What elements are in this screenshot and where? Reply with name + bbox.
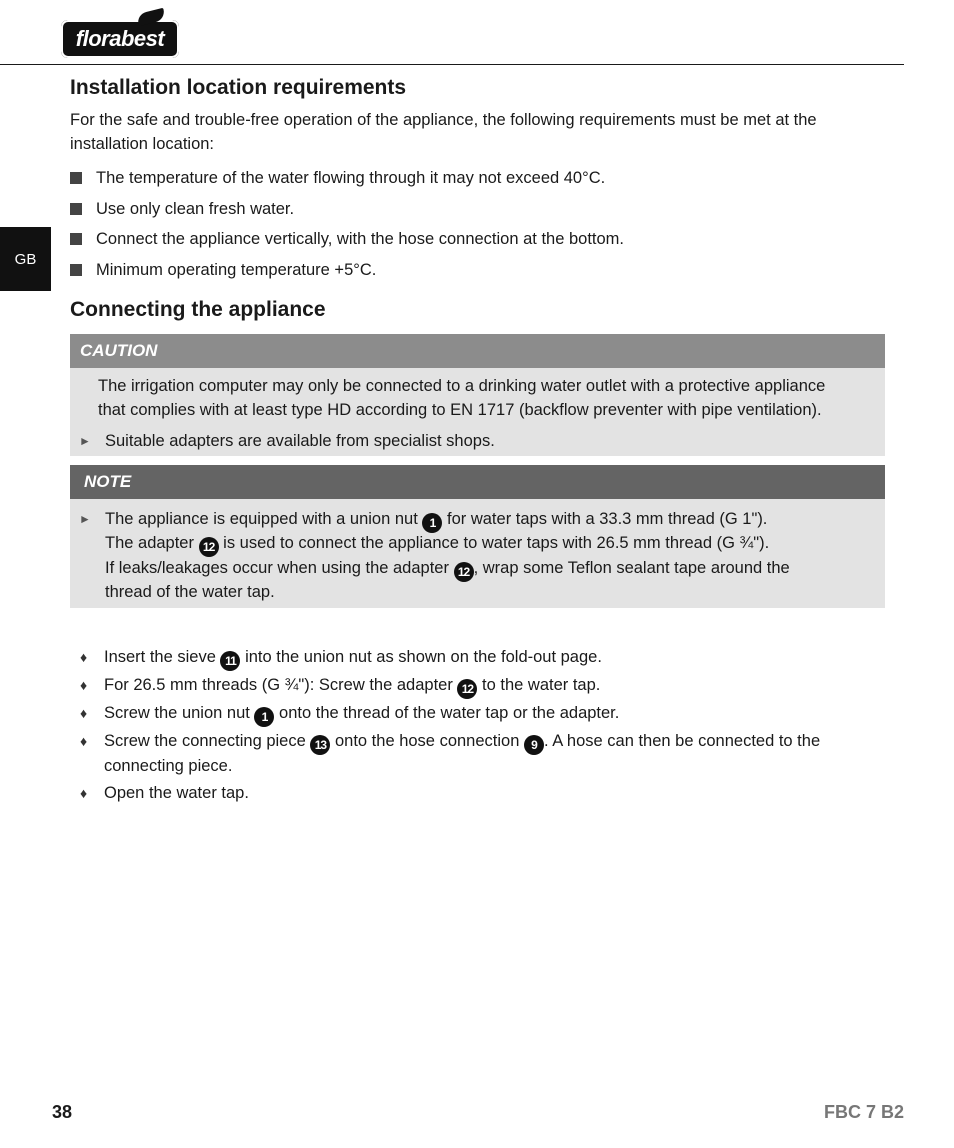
intro-line-2: installation location: — [70, 135, 215, 153]
step-continuation: connecting piece. — [104, 757, 233, 775]
arrow-icon: ► — [79, 434, 91, 448]
note-line-3: If leaks/leakages occur when using the adapter 12 , wrap some Teflon sealant tape around the — [105, 556, 790, 582]
ref-badge-sieve: 11 — [220, 651, 240, 671]
note-header: NOTE — [70, 465, 885, 499]
caution-arrow-text: Suitable adapters are available from specialist shops. — [105, 432, 495, 450]
arrow-icon: ► — [79, 512, 91, 526]
caution-header: CAUTION — [70, 334, 885, 368]
diamond-bullet-icon: ♦ — [80, 705, 88, 721]
ref-badge-adapter: 12 — [199, 537, 219, 557]
diamond-bullet-icon: ♦ — [80, 733, 88, 749]
leaf-icon — [136, 8, 166, 26]
list-item-text: Minimum operating temperature +5°C. — [96, 261, 377, 279]
ref-badge-adapter: 12 — [454, 562, 474, 582]
step-item: ♦ Open the water tap. — [80, 781, 249, 806]
note-line-2: The adapter 12 is used to connect the appliance to water taps with 26.5 mm thread (G ¾"). — [105, 531, 769, 557]
list-item-text: The temperature of the water flowing through it may not exceed 40°C. — [96, 169, 606, 187]
ref-badge-hose-connection: 9 — [524, 735, 544, 755]
diamond-bullet-icon: ♦ — [80, 649, 88, 665]
list-item — [70, 166, 605, 190]
square-bullet-icon — [70, 233, 82, 245]
section-title-installation: Installation location requirements — [70, 76, 407, 99]
note-body — [70, 499, 885, 608]
step-item: ♦ Screw the union nut 1 onto the thread of the water tap or the adapter. — [80, 701, 619, 727]
intro-line-1: For the safe and trouble-free operation of the appliance, the following requirements must be met at the — [70, 111, 817, 129]
list-item — [70, 258, 376, 282]
note-line-4: thread of the water tap. — [105, 583, 275, 601]
caution-line-1: The irrigation computer may only be connected to a drinking water outlet with a protective appliance — [98, 377, 826, 395]
caution-arrow-item — [79, 429, 495, 454]
florabest-logo — [61, 20, 179, 58]
step-item: ♦ For 26.5 mm threads (G ¾"): Screw the adapter 12 to the water tap. — [80, 673, 600, 699]
caution-body — [70, 368, 885, 456]
ref-badge-union-nut: 1 — [254, 707, 274, 727]
ref-badge-connecting-piece: 13 — [310, 735, 330, 755]
header-divider — [0, 64, 904, 65]
list-item-text: Connect the appliance vertically, with the hose connection at the bottom. — [96, 230, 625, 248]
ref-badge-adapter: 12 — [457, 679, 477, 699]
caution-line-2: that complies with at least type HD according to EN 1717 (backflow preventer with pipe ventilation). — [98, 401, 822, 419]
diamond-bullet-icon: ♦ — [80, 785, 88, 801]
square-bullet-icon — [70, 264, 82, 276]
section-title-connecting: Connecting the appliance — [70, 298, 326, 321]
square-bullet-icon — [70, 172, 82, 184]
note-line-1: ► The appliance is equipped with a union nut 1 for water taps with a 33.3 mm thread (G 1"). — [79, 507, 767, 533]
list-item — [70, 227, 624, 251]
list-item — [70, 197, 294, 221]
diamond-bullet-icon: ♦ — [80, 677, 88, 693]
step-item: ♦ Screw the connecting piece 13 onto the hose connection 9 . A hose can then be connected to the — [80, 729, 820, 755]
language-tab: GB — [0, 227, 51, 291]
page-number: 38 — [52, 1102, 73, 1122]
model-code: FBC 7 B2 — [823, 1102, 904, 1122]
square-bullet-icon — [70, 203, 82, 215]
step-item: ♦ Insert the sieve 11 into the union nut as shown on the fold-out page. — [80, 645, 602, 671]
list-item-text: Use only clean fresh water. — [96, 200, 295, 218]
ref-badge-union-nut: 1 — [422, 513, 442, 533]
logo-text: florabest — [75, 26, 165, 51]
